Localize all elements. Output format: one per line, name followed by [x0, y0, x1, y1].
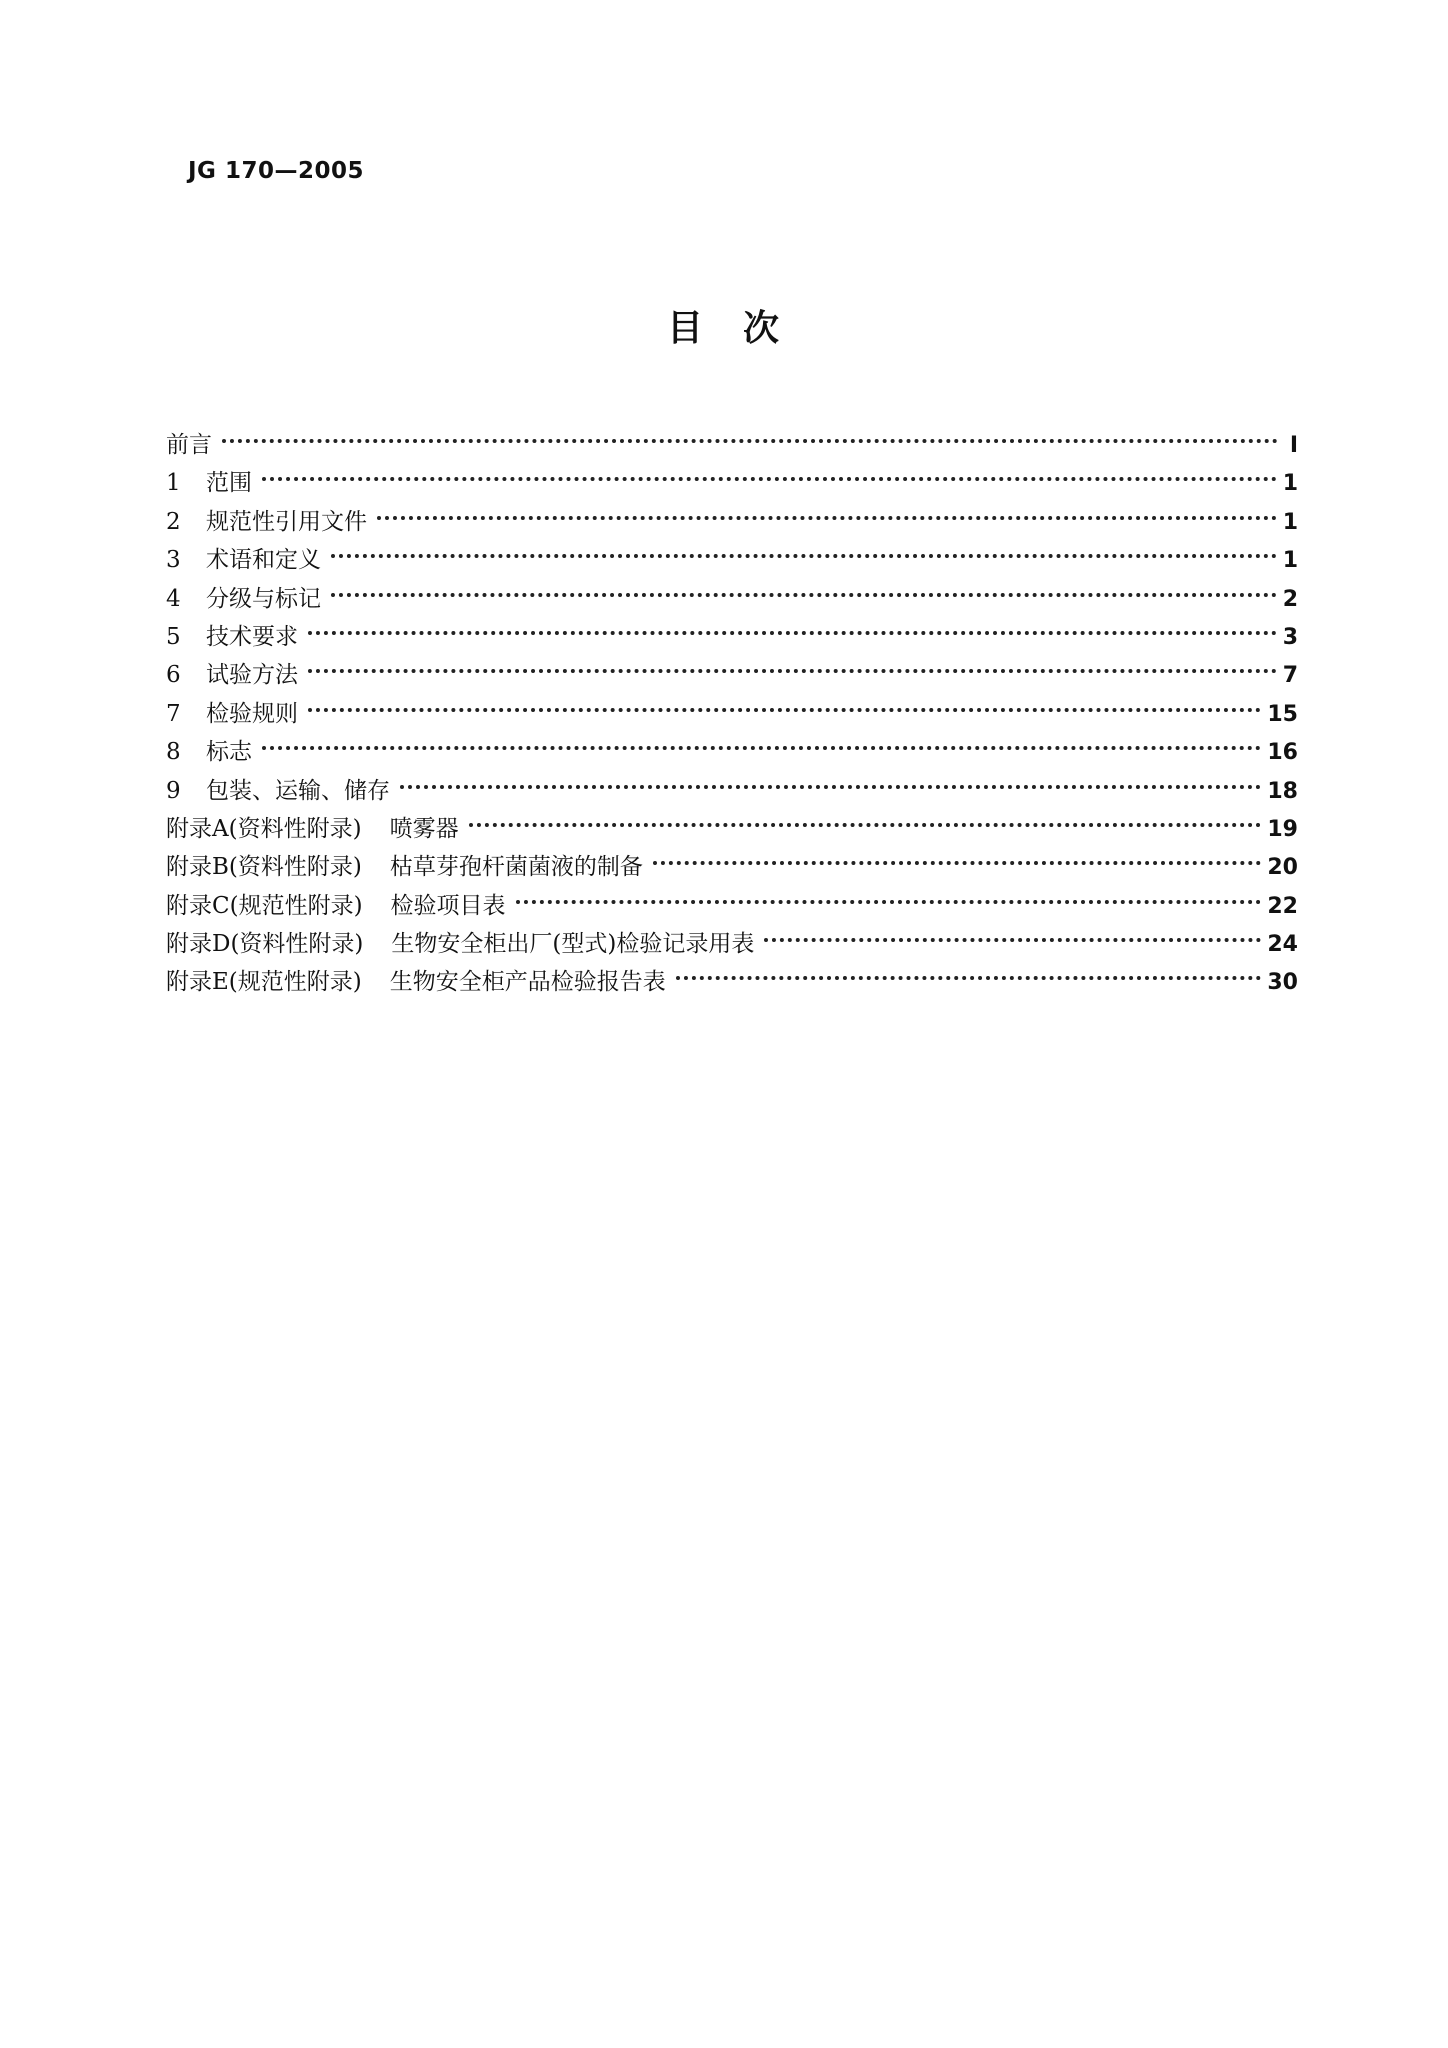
toc-entry-label: 附录B(资料性附录): [166, 854, 362, 881]
toc-entry[interactable]: [166, 618, 1298, 656]
toc-page-number: 30: [1267, 970, 1298, 996]
toc-entry-number: 6: [166, 662, 181, 689]
toc-dot-leader: [469, 823, 1262, 827]
toc-entry-appendix-title: 喷雾器: [389, 815, 459, 842]
toc-page-number: 1: [1282, 471, 1298, 497]
toc-entry-number: 1: [166, 470, 181, 497]
toc-dot-leader: [516, 900, 1262, 904]
toc-entry-label: 规范性引用文件: [206, 508, 367, 535]
toc-page-number: 7: [1282, 663, 1298, 689]
toc-entry-label: 包装、运输、储存: [206, 777, 390, 804]
toc-dot-leader: [308, 631, 1277, 635]
toc-entry[interactable]: [166, 695, 1298, 733]
toc-entry-number: 8: [166, 739, 181, 766]
toc-entry-label: 术语和定义: [206, 547, 321, 574]
toc-page-number: 19: [1267, 816, 1298, 842]
toc-page-number: 24: [1267, 932, 1298, 958]
toc-entry[interactable]: [166, 503, 1298, 541]
toc-entry[interactable]: [166, 733, 1298, 771]
toc-entry-label: 附录C(规范性附录): [166, 892, 363, 919]
toc-dot-leader: [764, 938, 1261, 942]
toc-dot-leader: [676, 976, 1262, 980]
toc-entry[interactable]: [166, 656, 1298, 694]
toc-entry[interactable]: [166, 541, 1298, 579]
toc-entry-number: 7: [166, 700, 181, 727]
toc-entry-number: 2: [166, 508, 181, 535]
toc-dot-leader: [400, 785, 1261, 789]
toc-entry-label: 范围: [206, 470, 252, 497]
toc-entry[interactable]: [166, 772, 1298, 810]
toc-page-number: I: [1289, 433, 1298, 458]
toc-entry-appendix-title: 生物安全柜产品检验报告表: [389, 969, 666, 996]
toc-entry[interactable]: [166, 464, 1298, 502]
toc-page-number: 2: [1282, 586, 1298, 612]
toc-page-number: 1: [1282, 509, 1298, 535]
toc-entry-appendix-title: 枯草芽孢杆菌菌液的制备: [389, 854, 643, 881]
toc-dot-leader: [222, 439, 1278, 443]
toc-entry-appendix-title: 检验项目表: [390, 892, 506, 919]
toc-entry-label: 技术要求: [206, 623, 298, 650]
toc-entry[interactable]: [166, 963, 1298, 1001]
toc-page-number: 18: [1267, 778, 1298, 804]
toc-entry[interactable]: [166, 580, 1298, 618]
toc-entry-appendix-title: 生物安全柜出厂(型式)检验记录用表: [391, 931, 755, 958]
toc-entry-number: 4: [166, 585, 181, 612]
toc-page-number: 16: [1267, 740, 1298, 766]
toc-dot-leader: [653, 861, 1262, 865]
toc-entry-number: 3: [166, 547, 181, 574]
toc-entry-number: 5: [166, 623, 181, 650]
toc-title: 目 次: [666, 308, 781, 349]
toc-dot-leader: [331, 554, 1277, 558]
standard-code: JG 170—2005: [188, 158, 364, 184]
toc-entry-label: 附录A(资料性附录): [166, 815, 362, 842]
toc-page-number: 20: [1267, 855, 1298, 881]
toc-entry-label: 标志: [206, 739, 252, 766]
toc-entry-label: 附录D(资料性附录): [166, 931, 364, 958]
toc-entry[interactable]: [166, 848, 1298, 886]
toc-page-number: 3: [1282, 624, 1298, 650]
toc-entry[interactable]: [166, 810, 1298, 848]
toc-entry-label: 附录E(规范性附录): [166, 969, 362, 996]
toc-dot-leader: [308, 669, 1277, 673]
toc-dot-leader: [308, 708, 1261, 712]
toc-dot-leader: [331, 593, 1277, 597]
toc-entry-label: 分级与标记: [206, 585, 321, 612]
toc-page-number: 22: [1267, 893, 1298, 919]
toc-entry-label: 检验规则: [206, 700, 298, 727]
toc-dot-leader: [262, 746, 1261, 750]
toc-entry-label: 试验方法: [206, 662, 298, 689]
toc-entry-label: 前言: [166, 432, 212, 458]
toc-entry[interactable]: [166, 925, 1298, 963]
table-of-contents: [166, 426, 1298, 1002]
toc-page-number: 15: [1267, 701, 1298, 727]
toc-entry[interactable]: [166, 887, 1298, 925]
toc-dot-leader: [262, 477, 1277, 481]
toc-entry[interactable]: [166, 426, 1298, 464]
toc-dot-leader: [377, 516, 1277, 520]
toc-page-number: 1: [1282, 548, 1298, 574]
toc-entry-number: 9: [166, 777, 181, 804]
